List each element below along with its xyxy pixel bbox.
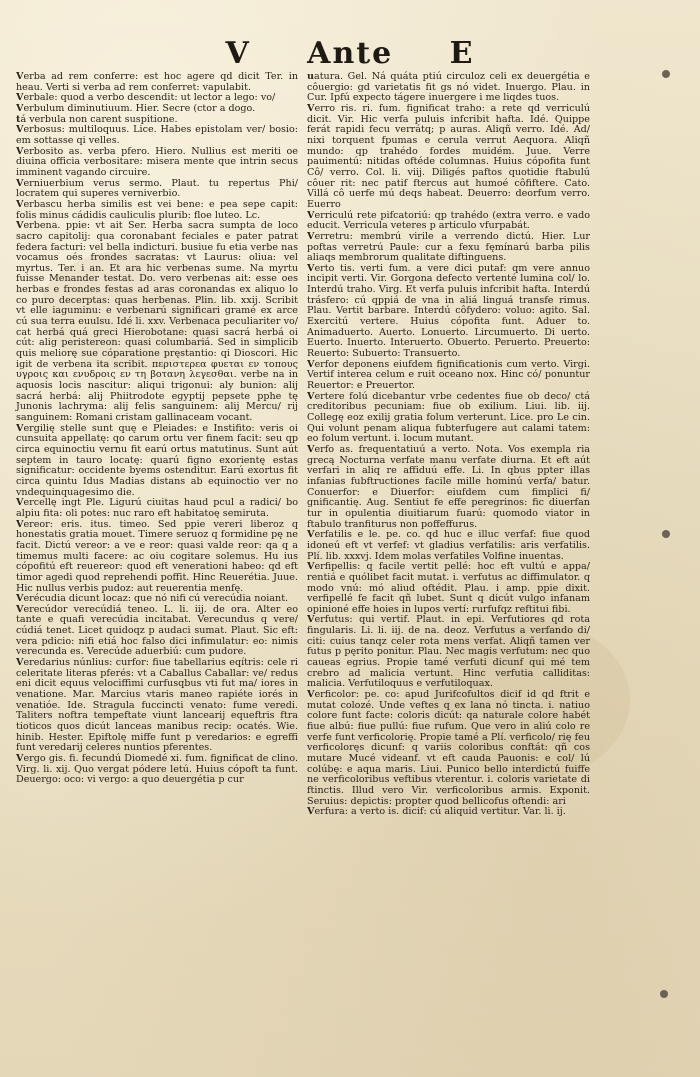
entry-paragraph: Vertere folú dicebantur vrbe cedentes fiue ob deco/ ctá creditoribus pecuniam: fiue ob exilium. Liui. lib. iij. Collegę eoz exilij gratia folum verterunt. Lice. pro Le cin. Qui volunt penam aliqua fubterfugere aut calami tatem: eo folum vertunt. i. locum mutant.: [307, 390, 590, 445]
entry-paragraph: Verfura: a verto is. dicif: cú aliquid vertitur. Var. li. ij.: [307, 806, 566, 818]
entry-paragraph: Verbosus: multiloquus. Lice. Habes epistolam ver/ bosio: em sottasse qi velles.: [16, 124, 298, 146]
entry-paragraph: Verbulum diminutiuum. Hier. Secre (ctor a dogo.: [16, 102, 256, 114]
entry-paragraph: Verfipellis: q facile vertit pellé: hoc eft vultú e appa/ rentiá e quólibet facit mutat. i. verfutus ac diffimulator. q modo vnú: mó aliud oftédit. Plau. i amp. ppie dixit. verfipellé fe facit qñ lubet. Sunt q dicút vulgo infanam opinioné effe hoies in lupos vertí: rurfufqz reftitui fibi.: [307, 561, 590, 615]
entry-paragraph: Verfor deponens eiufdem fignificationis cum verto. Virgi. Vertif interea celum e ruit oceano nox. Hinc có/ ponuntur Reuertor: e Preuertor.: [307, 358, 590, 392]
entry-paragraph: Verretru: membrú virile a verrendo dictú. Hier. Lur poftas verretrú Paule: cur a fexu fęmínarú barba pilis aliaqs membrorum qualitate diftinguens.: [307, 230, 590, 264]
entry-paragraph: Vergilię stelle sunt quę e Pleiades: e Instifito: veris oi cunsuita appellatę: qo carum ortu ver finem facit: seu qp circa equinoctiu vernu fit earú ortus matutinus. Sunt aút septem in tauro locatę: quarú figno exorientę estas significatur: occidente byems ostenditur. Earú exortus fit circa quintu Idus Madias distans ab equinoctio ver no vndequinquagesimo die.: [16, 422, 298, 498]
entry-paragraph: Verba ad rem conferre: est hoc agere qd dicit Ter. in heau. Verti si verba ad rem conferret: vapulabit.: [16, 71, 298, 93]
binding-hole: [662, 530, 670, 538]
entry-paragraph: Vereor: eris. itus. timeo. Sed ppie vereri liberoz q honestatis gratia mouet. Timere seruoz q formidine pę ne facit. Dictú vereor: a ve e reor: quasi valde reor: qa q a timemus multi facere: ac oiu cogitare solemus. Hu ius cópofitú eft reuereor: quod eft venerationi habeo: qd eft timor agedi quod reprehendi poffit. Hinc Reuerétia. Juue. Hic nullus verbis pudoz: aut reuerentia menfę.: [16, 518, 298, 594]
running-head-center: Ante: [307, 36, 394, 71]
running-head-left: V: [225, 36, 251, 71]
entry-paragraph: Verriculú rete pifcatoriú: qp trahédo (extra verro. e vado educit. Verricula veteres p articulo vfurpabát.: [307, 209, 590, 232]
entry-paragraph: Verficolor: pe. co: apud Jurifcofultos dicif id qd ftrit e mutat colozé. Unde veftes q ex lana nó tincta. i. natiuo colore funt facte: coloris dicút: qa naturale colore habét fiue albú: fiue pullú: fiue rufum. Que vero in aliú colo re verfe funt verficolorię. Propie tamé a Plí. verficolo/ rię feu verficoloręs dicunf: q variis coloribus conftát: qñ cos mutare Mucé videanf. vt eft cauda Pauonis: e col/ lú colúbę: e aqua maris. Liui. Punico bello interdictú fuiffe ne verficoloribus veftibus vterentur. i. coloris varietate di ftinctis. Illud vero Vir. verficoloribus armis. Exponit. Seruius: depictis: propter quod bellicofus oftendi: ari: [307, 689, 590, 807]
entry-paragraph: Verto tis. verti fum. a vere dici putaf: qm vere annuo incipit verti. Vir. Gorgona defecto vertenté lumina col/ lo. Interdú traho. Virg. Et verfa puluis infcribit hafta. Interdú trásfero: cú qppiá de vna in aliá linguá transfe rimus. Plau. Vertit barbare. Interdú côfydero: voluo: agito. Sal. Exercitú vertere. Huius cópofita funt. Aduer to. Animaduerto. Auerto. Lonuerto. Lircumuerto. Di uerto. Euerto. Inuerto. Interuerto. Obuerto. Peruerto. Preuerto: Reuerto: Subuerto: Transuerto.: [307, 262, 590, 360]
entry-paragraph: Verbena. ppie: vt ait Ser. Herba sacra sumpta de loco sacro capitolij: qua coronabant feciales e pater patrat federa facturi: vel bella indicturi. busiue fu etia verbe nas vocamus oés frondes sacratas: vt Laurus: oliua: vel myrtus. Ter. i an. Et ara hic verbenas sume. Na myrtu fuisse Menander testat. Do. vero verbenas ait: esse oes herbas e frondes festas ad aras coronandas ex aliquo lo co puro decerptas: quas herbenas. Plin. lib. xxij. Scribit vt elle iaguminu: e verbenarú significari gramé ex arce cú sua terra euulsu. Idé li. xxv. Verbenaca peculiariter vo/ cat herbá quá greci Hierobotane: quasi sacrá herbá oi cút: alig peristereon: quasi columbariá. Sed in simplicib quis meliorę sue cóparatione pręstantio: qi Dioscori. Hic igit de verbena ita scribit. περιστερεα φυεται εν τοπους υγροις και ενυδροις εν τη βοτανη λεγεσθαι. verbe na in aquosis locis nascitur: aliqui trigonui: aly bunion: alij sacrá herbá: alij Phiitrodote egyptij pepsete pphe tę Junonis lachryma: alij felis sanguinem: alij Mercu/ rij sanguinem: Romani cristam gallinaceam vocant.: [16, 220, 298, 423]
running-head-right: E: [449, 36, 475, 71]
entry-paragraph: tá verbula non carent suspitione.: [16, 113, 178, 125]
entry-paragraph: Verfatilis e le. pe. co. qd huc e illuc verfaf: fiue quod idoneú eft vt verfef: vt gladius verfatilis: aris verfatilis. Plí. lib. xxxvj. Idem molas verfatiles Volfine inuentas.: [307, 529, 590, 562]
entry-paragraph: Verfutus: qui vertif. Plaut. in epi. Verfutiores qd rota fingularis. Li. li. iij. de na. deoz. Verfutus a verfando di/ citi: cuius tanqz celer rota mens verfat. Aliqñ tamen ver futus p pęrito ponitur. Plau. Nec magis verfutum: nec quo caueas egrius. Propie tamé verfuti dicunf qui mé tem crebro ad malicia vertunt. Hinc verfutia calliditas: malicia. Verfutiloquus e verfutiloquax.: [307, 614, 590, 690]
binding-hole: [660, 990, 668, 998]
entry-paragraph: Verbascu herba similis est vei bene: e pea sepe capit: folis minus cádidis cauliculis plurib: floe luteo. Lc.: [16, 198, 298, 221]
entry-paragraph: Verécudia dicunt locaz: que nó nifi cú verecúdia noiant.: [16, 593, 289, 605]
entry-paragraph: Vergo gis. fi. fecundú Diomedé xi. fum. fignificat de clino. Virg. li. xij. Quo vergat pódere letú. Huius cópoft ta funt. Deuergo: oco: vi vergo: a quo deuergétia p cur: [16, 753, 298, 786]
entry-paragraph: Vercellę ingt Ple. Ligurú ciuitas haud pcul a radici/ bo alpiu fita: oli potes: nuc raro eft habitatoę semiruta.: [16, 497, 298, 519]
right-column: [307, 72, 590, 818]
entry-paragraph: Verecúdor verecúdiá teneo. L. li. iij. de ora. Alter eo tante e quafi verecúdia incitabat. Verecundus q vere/ cúdiá tenet. Licet quidoqz p audaci sumat. Plaut. Sic eft: vera pdicio: nifi etiá hoc falso dici infimulatur: eo: nimis verecunda es. Verecúde aduerbiú: cum pudore.: [16, 603, 298, 658]
entry-paragraph: Verro ris. ri. fum. fignificat traho: a rete qd verriculú dicit. Vir. Hic verfa puluis infcribit hafta. Idé. Quippe ferát rapidi fecu verrátq; p auras. Aliqñ verro. Idé. Ad/ nixi torquent fpumas e cerula verrut Aequora. Aliqñ mundo: qp trahédo fordes muidém. Juue. Verre pauimentú: nitidas oftéde columnas. Huius cópofita funt Cô/ verro. Col. li. viij. Diligés paftos quotidie ftabulú côuer rit: nec patif ftercus aut humoé côfiftere. Cato. Villá cô uerfe mú deqs habeat. Deuerro: deorfum verro. Euerro: [307, 102, 590, 210]
entry-paragraph: Verniuerbium verus sermo. Plaut. tu repertus Phi/ locratem qui superes verniverbio.: [16, 177, 298, 200]
running-head: [0, 36, 700, 71]
binding-hole: [662, 70, 670, 78]
entry-paragraph: Verbosito as. verba pfero. Hiero. Nullius est meriti oe diuina officia verbositare: misera mente que intrin secus imminent vagando circuire.: [16, 145, 298, 178]
entry-paragraph: Verbale: quod a verbo descendit: ut lector a lego: vo/: [16, 92, 276, 104]
left-column: [16, 72, 298, 786]
entry-paragraph: uatura. Gel. Ná quáta ptiú circuloz celi ex deuergétia e côuergio: gd varietatis fit gs nó videt. Inuergo. Plau. in Cur. Ipfú expecto tágere inuergere i me liqdes tuos.: [307, 71, 590, 104]
entry-paragraph: Verfo as. frequentatiuú a verto. Nota. Vos exempla ria grecą Nocturna verfate manu verfate diurna. Et eft aút verfari in aliq re affiduú effe. Li. In qbus ppter illas infanias fubftructiones facile mille hominú verfa/ batur. Conuerfor: e Diuerfor: eiufdem cum fimplici fi/ gnificantię. Aug. Sentiut fe effe peregrinos: fic diuerfan tur in opulentia diuitiarum fuarú: quomodo viator in ftabulo tranfiturus non poffeffurus.: [307, 443, 590, 530]
entry-paragraph: Veredarius núnlius: curfor: fiue tabellarius eqítris: cele ri celeritate literas pferés: vt a Caballus Caballar: ve/ redus eni dicit equus velociffimi curfusqbus vti fut ma/ iores in venatione. Mar. Marcius vtaris maneo rapiéte iorés in venatióe. Ide. Stragula fuccincti venato: fume veredi. Taliters noftra tempeftate viunt lancearij equeftris ftra tioticos quos dicút lanceas manibus recip: ocatés. Wie. hinib. Hester. Epiftolę miffe funt p veredarios: e egreffi funt veredarij celeres nuntios pferentes.: [16, 657, 298, 754]
